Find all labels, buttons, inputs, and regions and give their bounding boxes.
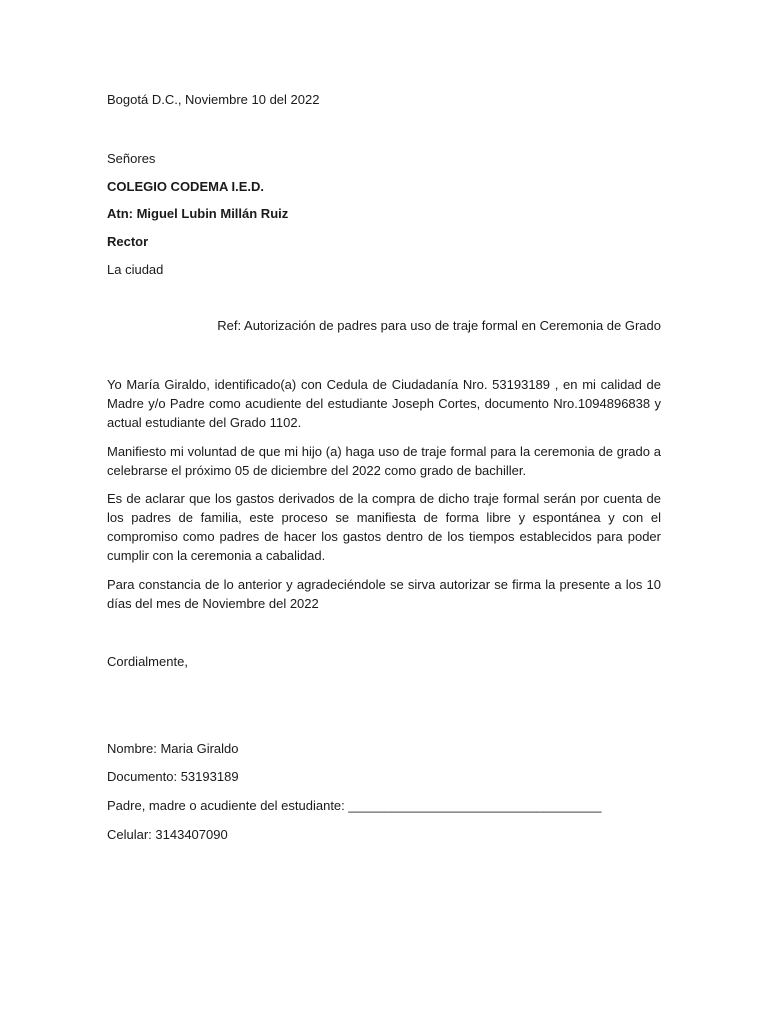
recipient-city: La ciudad (107, 262, 164, 277)
body-paragraph-4: Para constancia de lo anterior y agradeciéndole se sirva autorizar se firma la presente a los 10 días del mes de Noviembre del 2022 (107, 577, 661, 611)
body-paragraph-3: Es de aclarar que los gastos derivados de la compra de dicho traje formal serán por cuenta de los padres de familia, este proceso se manifiesta de forma libre y espontánea y con el compromiso como padres de hacer los gastos dentro de los tiempos establecidos para poder cumplir con la ceremonia a cabalidad. (107, 491, 661, 563)
body-paragraph-2: Manifiesto mi voluntad de que mi hijo (a) haga uso de traje formal para la ceremonia de grado a celebrarse el próximo 05 de diciembre del 2022 como grado de bachiller. (107, 444, 661, 478)
date-line: Bogotá D.C., Noviembre 10 del 2022 (107, 92, 320, 107)
salutation: Señores (107, 151, 156, 166)
recipient-school: COLEGIO CODEMA I.E.D. (107, 179, 264, 194)
body-paragraph-1: Yo María Giraldo, identificado(a) con Cedula de Ciudadanía Nro. 53193189 , en mi calidad de Madre y/o Padre como acudiente del estudiante Joseph Cortes, documento Nro.1094896838 y actual estudiante del Grado 1102. (107, 377, 661, 430)
signature-name: Nombre: Maria Giraldo (107, 741, 239, 756)
reference-line: Ref: Autorización de padres para uso de traje formal en Ceremonia de Grado (217, 318, 661, 333)
signature-guardian-line: Padre, madre o acudiente del estudiante: ___________________________________ (107, 798, 602, 813)
closing: Cordialmente, (107, 654, 188, 669)
recipient-position: Rector (107, 234, 149, 249)
signature-document: Documento: 53193189 (107, 769, 239, 784)
recipient-attention: Atn: Miguel Lubin Millán Ruiz (107, 206, 289, 221)
signature-phone: Celular: 3143407090 (107, 827, 228, 842)
